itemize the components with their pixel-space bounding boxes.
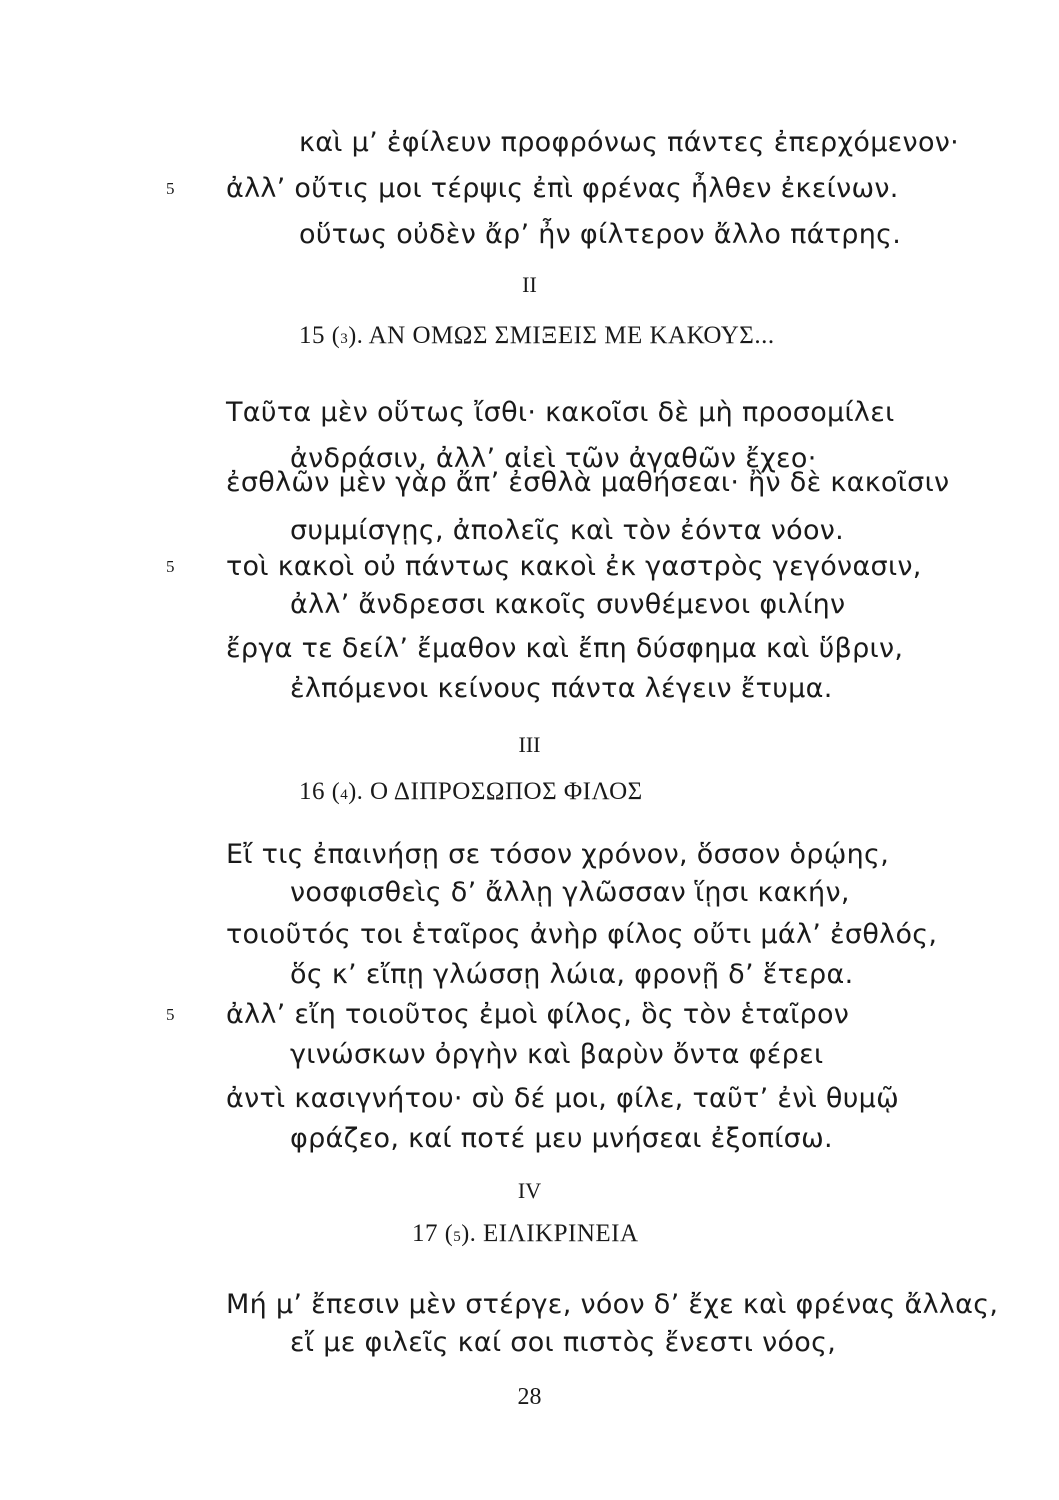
section-heading <box>299 776 643 811</box>
heading-number: 15 <box>299 322 325 349</box>
verse-line: ἐσθλῶν μὲν γὰρ ἄπ’ ἐσθλὰ μαθήσεαι· ἢν δὲ κακοῖσιν <box>226 467 950 498</box>
verse-line: εἴ με φιλεῖς καί σοι πιστὸς ἔνεστι νόος, <box>290 1327 837 1358</box>
heading-title: ΕΙΛΙΚΡΙΝΕΙΑ <box>483 1220 639 1247</box>
heading-title: Ο ΔΙΠΡΟΣΩΠΟΣ ΦΙΛΟΣ <box>370 778 643 805</box>
line-number: 5 <box>166 557 175 576</box>
section-roman-numeral: II <box>522 272 537 297</box>
section-roman-numeral: IV <box>517 1178 542 1203</box>
verse-line: ὅς κ’ εἴπῃ γλώσσῃ λώια, φρονῇ δ’ ἕτερα. <box>290 959 854 990</box>
verse-line: Μή μ’ ἔπεσιν μὲν στέργε, νόον δ’ ἔχε καὶ φρένας ἄλλας, <box>226 1289 999 1320</box>
line-number: 5 <box>166 1005 175 1024</box>
verse-line: φράζεο, καί ποτέ μευ μνήσεαι ἐξοπίσω. <box>290 1123 833 1154</box>
verse-line: νοσφισθεὶς δ’ ἄλλῃ γλῶσσαν ἵῃσι κακήν, <box>290 877 850 908</box>
verse-line: Εἴ τις ἐπαινήσῃ σε τόσον χρόνον, ὅσσον ὁρῴης, <box>226 839 890 870</box>
verse-line: συμμίσγῃς, ἀπολεῖς καὶ τὸν ἐόντα νόον. <box>290 515 845 546</box>
verse-line: τοιοῦτός τοι ἑταῖρος ἀνὴρ φίλος οὔτι μάλ’ ἐσθλός, <box>226 919 938 950</box>
verse-line: ἀντὶ κασιγνήτου· σὺ δέ μοι, φίλε, ταῦτ’ ἐνὶ θυμῷ <box>226 1083 900 1114</box>
heading-ref: (3). <box>331 323 364 349</box>
verse-line: καὶ μ’ ἐφίλευν προφρόνως πάντες ἐπερχόμενον· <box>299 127 960 158</box>
section-roman-numeral: III <box>518 732 541 757</box>
verse-line: ἀλλ’ οὔτις μοι τέρψις ἐπὶ φρένας ἦλθεν ἐκείνων. <box>226 173 899 204</box>
page-number: 28 <box>517 1384 542 1410</box>
verse-line: ἐλπόμενοι κείνους πάντα λέγειν ἔτυμα. <box>290 673 833 704</box>
heading-ref: (5). <box>444 1221 477 1247</box>
verse-line: Ταῦτα μὲν οὕτως ἴσθι· κακοῖσι δὲ μὴ προσομίλει <box>226 397 895 428</box>
verse-line: γινώσκων ὀργὴν καὶ βαρὺν ὄντα φέρει <box>290 1039 824 1070</box>
verse-line: τοὶ κακοὶ οὐ πάντως κακοὶ ἐκ γαστρὸς γεγόνασιν, <box>226 551 922 582</box>
line-number: 5 <box>166 179 175 198</box>
verse-line: οὕτως οὐδὲν ἄρ’ ἦν φίλτερον ἄλλο πάτρης. <box>299 219 902 250</box>
heading-number: 17 <box>412 1220 438 1247</box>
section-heading <box>412 1218 639 1253</box>
heading-title: ΑΝ ΟΜΩΣ ΣΜΙΞΕΙΣ ΜΕ ΚΑΚΟΥΣ... <box>368 322 775 349</box>
section-heading <box>299 320 775 355</box>
heading-number: 16 <box>299 778 325 805</box>
verse-line: ἔργα τε δείλ’ ἔμαθον καὶ ἔπη δύσφημα καὶ ὕβριν, <box>226 633 904 664</box>
verse-line: ἀνδράσιν, ἀλλ’ αἰεὶ τῶν ἀγαθῶν ἔχεο· <box>290 443 817 474</box>
heading-ref: (4). <box>331 779 364 805</box>
verse-line: ἀλλ’ ἄνδρεσσι κακοῖς συνθέμενοι φιλίην <box>290 589 846 620</box>
verse-line: ἀλλ’ εἴη τοιοῦτος ἐμοὶ φίλος, ὃς τὸν ἑταῖρον <box>226 999 850 1030</box>
